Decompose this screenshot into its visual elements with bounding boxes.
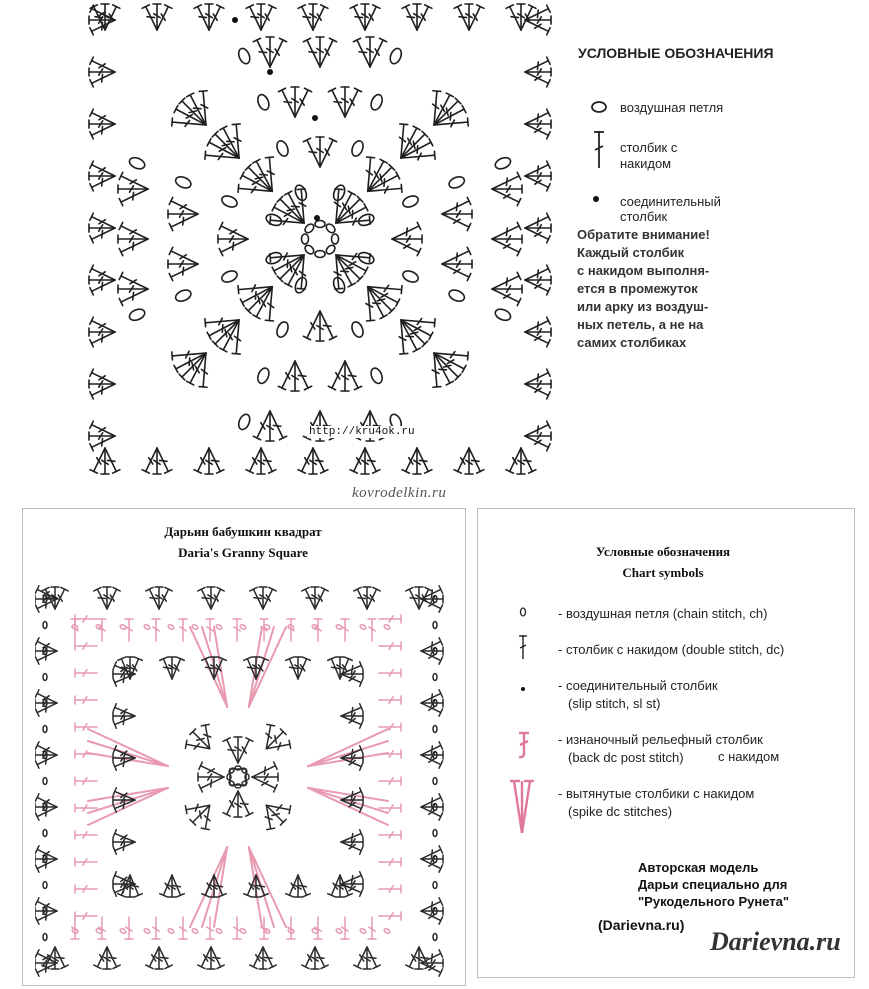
dc-stitch — [113, 758, 135, 770]
dc-stitch — [379, 723, 401, 731]
dc-stitch — [252, 762, 277, 777]
chain-loop — [433, 674, 437, 681]
dc-stitch — [442, 247, 471, 264]
chain-loop — [220, 269, 239, 284]
chain-loop — [174, 288, 193, 303]
dc-stitch — [354, 587, 367, 609]
chain-loop — [359, 624, 366, 630]
dc-stitch — [379, 912, 401, 920]
dc-stitch — [442, 197, 471, 214]
dc-stitch — [278, 88, 295, 117]
note-line: Каждый столбик — [577, 245, 685, 260]
dc-stitch — [341, 830, 363, 842]
spike-stitch — [249, 627, 286, 707]
chain-loop — [325, 222, 337, 234]
dc-stitch — [401, 131, 428, 158]
chain-loop — [119, 928, 126, 934]
symbol-label-slip-en: (slip stitch, sl st) — [568, 696, 661, 711]
dc-stitch — [119, 289, 148, 306]
dc-stitch — [146, 587, 159, 609]
dc-stitch — [142, 5, 157, 30]
dc-stitch — [525, 317, 550, 332]
dc-stitch — [119, 189, 148, 206]
note-line: ется в промежуток — [577, 281, 698, 296]
dc-stitch — [421, 846, 443, 859]
author-site: (Darievna.ru) — [598, 917, 685, 933]
dc-stitch — [212, 131, 239, 158]
chain-loop — [302, 234, 309, 244]
slip-dot — [312, 115, 318, 121]
legend-title-ru: Условные обозначения — [595, 544, 731, 559]
dc-stitch — [328, 88, 345, 117]
dc-stitch — [169, 214, 198, 231]
author-line: Авторская модель — [638, 860, 759, 875]
dc-stitch — [75, 696, 97, 704]
dc-stitch — [169, 264, 198, 281]
oval-icon — [590, 98, 610, 116]
dc-stitch — [341, 746, 363, 758]
chain-loop — [191, 928, 198, 934]
spike-stitch — [308, 788, 388, 825]
dc-stitch — [113, 674, 135, 686]
dc-stitch — [113, 800, 135, 812]
chain-loop — [167, 928, 174, 934]
dc-stitch — [75, 615, 97, 623]
dc-stitch — [421, 794, 443, 807]
dc-stitch — [421, 690, 443, 703]
legend-title-top: УСЛОВНЫЕ ОБОЗНАЧЕНИЯ — [578, 45, 774, 61]
dot-icon — [590, 192, 604, 206]
dc-stitch — [179, 917, 187, 939]
dc-stitch — [75, 750, 97, 758]
chain-loop — [174, 175, 193, 190]
dc-stitch — [353, 38, 370, 67]
symbol-label-bpdc-en: (back dc post stitch) — [568, 750, 684, 765]
chain-loop — [275, 139, 290, 158]
dc-stitch — [521, 448, 536, 473]
dc-stitch — [417, 448, 432, 473]
dc-stitch — [90, 384, 115, 399]
dc-stitch — [75, 642, 97, 650]
dc-stitch — [75, 858, 97, 866]
dc-stitch — [179, 619, 187, 641]
granny-square-chart-top — [85, 0, 555, 478]
dc-stitch — [90, 124, 115, 139]
dc-stitch — [368, 619, 376, 641]
dc-stitch — [315, 947, 328, 969]
dc-stitch — [421, 742, 443, 755]
panel-chart — [22, 508, 466, 986]
dc-stitch — [367, 947, 380, 969]
chain-loop — [237, 47, 252, 66]
dc-stitch — [90, 436, 115, 451]
dc-stitch — [421, 638, 443, 651]
slip-dot — [267, 69, 273, 75]
dc-stitch — [160, 657, 172, 679]
chain-loop — [332, 234, 339, 244]
chain-loop — [239, 624, 246, 630]
dc-stitch — [368, 287, 395, 314]
dc-stitch — [379, 777, 401, 785]
dc-stitch — [55, 947, 68, 969]
symbol-label-bpdc-extra: с накидом — [718, 749, 780, 764]
dc-stitch — [250, 587, 263, 609]
chain-loop — [256, 366, 271, 385]
slip-dot — [314, 215, 320, 221]
dc-stitch — [223, 738, 238, 763]
dc-stitch — [125, 917, 133, 939]
chain-loop — [215, 928, 222, 934]
symbol-label-spike: - вытянутые столбики с накидом — [558, 786, 755, 801]
slip-dot — [232, 17, 238, 23]
dc-stitch — [298, 875, 310, 897]
note-line: Обратите внимание! — [577, 227, 710, 242]
dc-stitch — [206, 917, 214, 939]
chain-loop — [119, 624, 126, 630]
chain-loop — [241, 767, 248, 774]
chain-loop — [401, 269, 420, 284]
chain-loop — [433, 778, 437, 785]
dc-stitch — [525, 213, 550, 228]
dc-stitch — [113, 842, 135, 854]
chain-icon — [516, 605, 530, 619]
dc-stitch — [261, 448, 276, 473]
dc-stitch — [379, 885, 401, 893]
note-line: с накидом выполня- — [577, 263, 710, 278]
chain-loop — [191, 624, 198, 630]
dc-stitch — [90, 20, 115, 35]
dc-stitch — [379, 696, 401, 704]
dc-stitch — [113, 716, 135, 728]
dc-stitch — [270, 411, 287, 440]
chain-loop — [433, 622, 437, 629]
bpdc-icon — [516, 729, 532, 761]
chain-loop — [350, 139, 365, 158]
chain-loop — [447, 288, 466, 303]
chain-loop — [315, 221, 325, 228]
chain-loop — [43, 674, 47, 681]
center-ring — [230, 769, 246, 785]
dc-stitch — [525, 161, 550, 176]
chart-title-en: Daria's Granny Square — [178, 545, 308, 560]
note-line: или арку из воздуш- — [577, 299, 709, 314]
dc-stitch — [75, 831, 97, 839]
author-line: Дарьи специально для — [638, 877, 788, 892]
slip-icon — [518, 681, 528, 691]
watermark-site: kovrodelkin.ru — [352, 485, 447, 501]
dc-stitch — [179, 353, 206, 380]
darievna-signature: Darievna.ru — [710, 927, 841, 956]
chain-loop — [335, 928, 342, 934]
dc-stitch — [469, 448, 484, 473]
dc-stitch — [94, 587, 107, 609]
chain-loop — [350, 320, 365, 339]
dc-stitch — [211, 947, 224, 969]
dc-stitch — [406, 587, 419, 609]
chain-loop — [43, 934, 47, 941]
dc-stitch — [75, 669, 97, 677]
legend-label-slip: соединительный столбик — [620, 194, 721, 224]
chain-loop — [369, 366, 384, 385]
dc-stitch — [298, 5, 313, 30]
note-block — [577, 226, 777, 352]
dc-stitch — [492, 272, 521, 289]
dc-stitch — [345, 361, 362, 390]
chain-loop — [303, 222, 315, 234]
chain-loop — [43, 726, 47, 733]
spike-icon — [508, 777, 536, 837]
chain-loop — [143, 624, 150, 630]
dc-stitch — [379, 669, 401, 677]
dc-stitch — [525, 109, 550, 124]
dc-stitch — [157, 448, 172, 473]
dc-stitch — [172, 875, 184, 897]
chain-loop — [228, 780, 235, 787]
dc-stitch — [98, 917, 106, 939]
chain-loop — [433, 726, 437, 733]
dc-stitch — [246, 5, 261, 30]
dc-stitch — [209, 448, 224, 473]
dc-stitch — [525, 369, 550, 384]
dc-stitch — [341, 872, 363, 884]
dc-stitch — [75, 723, 97, 731]
author-line: "Рукодельного Рунета" — [638, 894, 790, 909]
dc-stitch — [401, 320, 428, 347]
dc-stitch — [244, 657, 256, 679]
chain-loop — [388, 47, 403, 66]
chain-loop — [167, 624, 174, 630]
chain-loop — [383, 928, 390, 934]
dc-stitch — [206, 619, 214, 641]
dc-stitch — [368, 164, 395, 191]
source-url: http://kru4ok.ru — [309, 426, 415, 438]
dc-stitch — [402, 5, 417, 30]
dc-stitch — [159, 947, 172, 969]
symbol-label-bpdc: - изнаночный рельефный столбик — [558, 732, 763, 747]
dc-stitch — [90, 176, 115, 191]
spike-stitch — [249, 847, 286, 927]
chain-loop — [494, 156, 513, 171]
chain-loop — [401, 194, 420, 209]
dc-stitch — [392, 222, 421, 239]
dc-stitch — [379, 831, 401, 839]
dc-stitch — [295, 361, 312, 390]
legend-title-en: Chart symbols — [622, 565, 704, 580]
dc-stitch — [90, 332, 115, 347]
chain-loop — [128, 156, 147, 171]
chain-loop — [359, 928, 366, 934]
dc-stitch — [75, 885, 97, 893]
chain-loop — [447, 175, 466, 190]
dc-stitch — [341, 917, 349, 939]
chain-loop — [128, 307, 147, 322]
note-line: ных петель, а не на — [577, 317, 704, 332]
dc-stitch — [379, 750, 401, 758]
dc-stitch — [303, 38, 320, 67]
dc-stitch — [341, 619, 349, 641]
chain-loop — [494, 307, 513, 322]
chain-loop — [215, 624, 222, 630]
dc-stitch — [492, 172, 521, 189]
dc-stitch — [125, 619, 133, 641]
legend-label-dc: столбик с накидом — [620, 140, 678, 171]
dc-stitch — [379, 615, 401, 623]
dc-stitch — [90, 280, 115, 295]
chain-loop — [433, 830, 437, 837]
chain-loop — [43, 778, 47, 785]
chain-loop — [43, 882, 47, 889]
chain-loop — [43, 622, 47, 629]
dc-stitch — [179, 98, 206, 125]
dc-stitch — [350, 5, 365, 30]
dc-stitch — [379, 858, 401, 866]
dc-stitch — [421, 898, 443, 911]
dc-stitch — [286, 657, 298, 679]
dc-stitch — [314, 917, 322, 939]
dc-stitch — [152, 619, 160, 641]
chain-loop — [433, 934, 437, 941]
chain-loop — [275, 320, 290, 339]
dc-stitch — [303, 138, 320, 167]
symbol-label-dc: - столбик с накидом (double stitch, dc) — [558, 642, 785, 657]
dc-stitch — [194, 5, 209, 30]
dc-stitch — [320, 311, 337, 340]
dc-stitch — [506, 5, 521, 30]
note-line: самих столбиках — [577, 335, 687, 350]
dc-stitch — [233, 619, 241, 641]
dc-stitch — [238, 791, 253, 816]
dc-stitch — [313, 448, 328, 473]
dc-stitch — [368, 917, 376, 939]
dc-stitch — [328, 657, 340, 679]
dc-stitch — [199, 777, 224, 792]
dc-stitch — [454, 5, 469, 30]
dc-stitch — [245, 164, 272, 191]
dc-stitch — [219, 239, 248, 256]
dc-stitch — [245, 287, 272, 314]
dc-stitch — [302, 587, 315, 609]
chart-title-ru: Дарьин бабушкин квадрат — [164, 524, 322, 539]
chain-loop — [237, 413, 252, 432]
dc-stitch — [198, 587, 211, 609]
dc-stitch — [75, 912, 97, 920]
dc-stitch — [90, 228, 115, 243]
chain-loop — [369, 93, 384, 112]
symbol-label-chain: - воздушная петля (chain stitch, ch) — [558, 606, 768, 621]
dc-stitch — [107, 947, 120, 969]
chain-loop — [228, 767, 235, 774]
dc-stitch — [365, 448, 380, 473]
chain-loop — [239, 928, 246, 934]
dc-stitch — [113, 884, 135, 896]
dc-icon — [516, 633, 530, 661]
chain-loop — [43, 830, 47, 837]
dc-stitch — [233, 917, 241, 939]
stitch-icon — [590, 128, 610, 170]
chain-loop — [143, 928, 150, 934]
legend-label-chain: воздушная петля — [620, 100, 724, 115]
chain-loop — [256, 93, 271, 112]
dc-stitch — [492, 222, 521, 239]
chain-loop — [335, 624, 342, 630]
author-block — [638, 859, 838, 910]
granny-square-chart-bottom — [35, 579, 455, 979]
chain-loop — [241, 780, 248, 787]
symbol-label-slip: - соединительный столбик — [558, 678, 718, 693]
dc-stitch — [434, 98, 461, 125]
chain-loop — [315, 251, 325, 258]
dc-stitch — [105, 448, 120, 473]
dc-stitch — [525, 265, 550, 280]
dc-stitch — [525, 57, 550, 72]
chain-loop — [383, 624, 390, 630]
spike-stitch — [88, 788, 168, 825]
dc-stitch — [434, 353, 461, 380]
dc-stitch — [341, 704, 363, 716]
dc-stitch — [90, 72, 115, 87]
dc-stitch — [152, 917, 160, 939]
panel-legend — [477, 508, 855, 978]
dc-stitch — [525, 421, 550, 436]
chain-loop — [325, 244, 337, 256]
chain-loop — [220, 194, 239, 209]
dc-stitch — [379, 642, 401, 650]
dc-stitch — [212, 320, 239, 347]
dc-stitch — [263, 947, 276, 969]
dc-stitch — [75, 777, 97, 785]
chain-loop — [303, 244, 315, 256]
dc-stitch — [253, 38, 270, 67]
symbol-label-spike-en: (spike dc stitches) — [568, 804, 673, 819]
chain-loop — [433, 882, 437, 889]
dc-stitch — [119, 239, 148, 256]
